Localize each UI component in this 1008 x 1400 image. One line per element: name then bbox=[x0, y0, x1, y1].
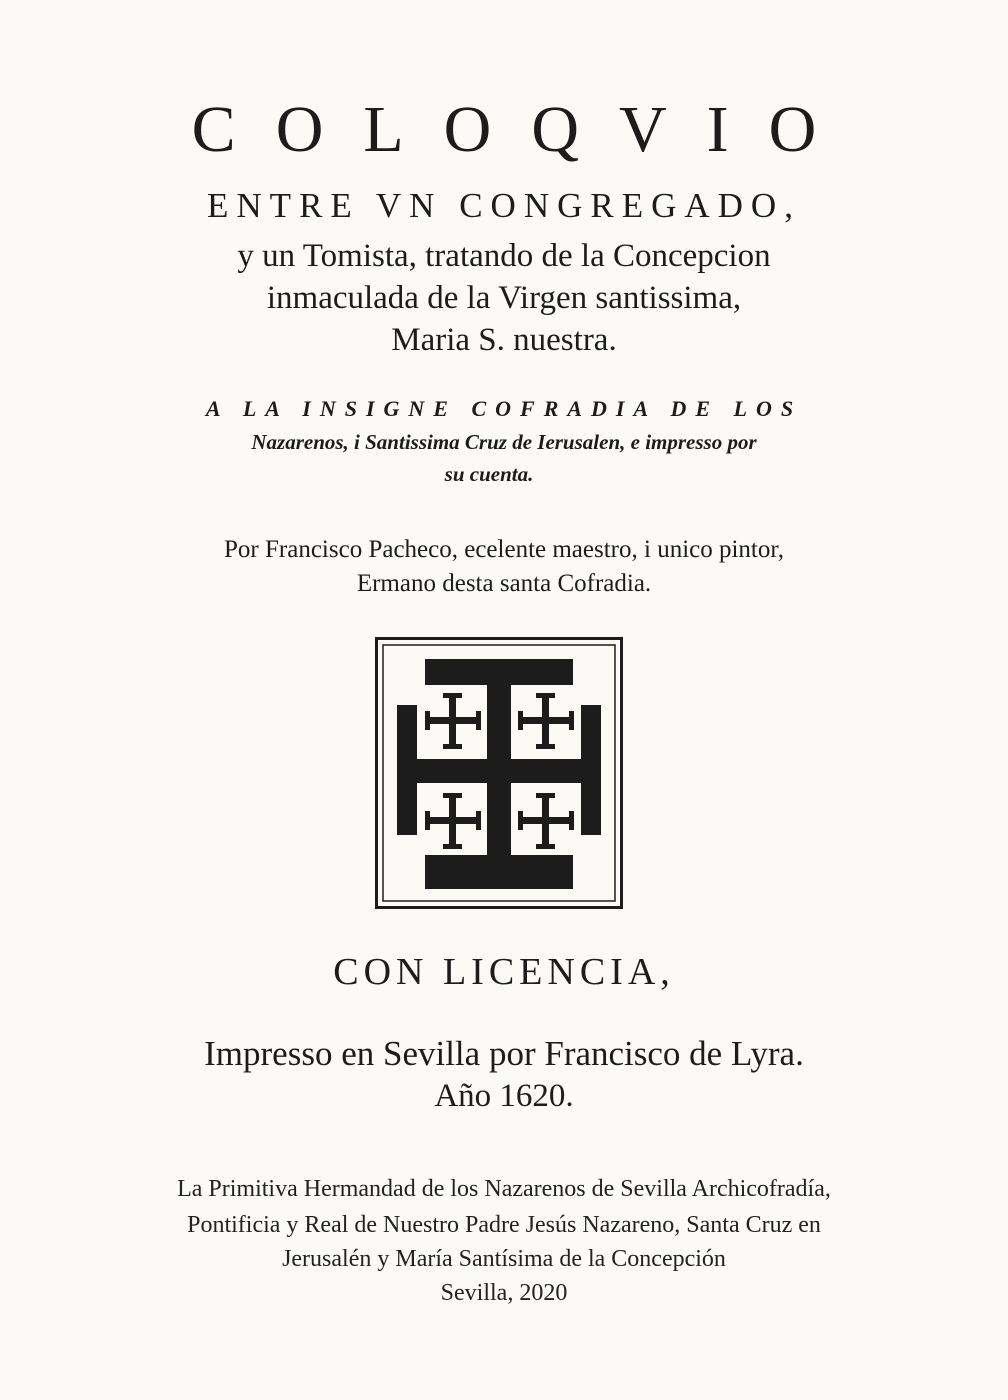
author-line-1: Por Francisco Pacheco, ecelente maestro, i unico pintor, bbox=[224, 536, 784, 563]
subtitle-line-2: y un Tomista, tratando de la Concepcion bbox=[237, 238, 771, 274]
dedication-line-3: su cuenta. bbox=[444, 462, 534, 486]
subtitle-line-3: inmaculada de la Virgen santissima, bbox=[266, 280, 742, 316]
subtitle-line-1: ENTRE VN CONGREGADO, bbox=[207, 186, 801, 225]
author-line-2: Ermano desta santa Cofradia. bbox=[356, 570, 652, 597]
publisher-line-4: Sevilla, 2020 bbox=[440, 1280, 568, 1306]
publisher-line-3: Jerusalén y María Santísima de la Concepción bbox=[282, 1246, 726, 1272]
subtitle-line-4: Maria S. nuestra. bbox=[391, 322, 617, 358]
dedication-line-1: A LA INSIGNE COFRADIA DE LOS bbox=[205, 396, 803, 421]
book-title: COLOQVIO bbox=[191, 93, 857, 166]
imprint-line-2: Año 1620. bbox=[434, 1078, 574, 1114]
publisher-line-1: La Primitiva Hermandad de los Nazarenos de Sevilla Archicofradía, bbox=[177, 1176, 831, 1202]
publisher-line-2: Pontificia y Real de Nuestro Padre Jesús Nazareno, Santa Cruz en bbox=[187, 1212, 821, 1238]
jerusalem-cross-icon bbox=[375, 637, 623, 909]
license-line: CON LICENCIA, bbox=[333, 951, 675, 993]
dedication-line-2: Nazarenos, i Santissima Cruz de Ierusalen, e impresso por bbox=[251, 430, 757, 454]
imprint-line-1: Impresso en Sevilla por Francisco de Lyra. bbox=[204, 1034, 804, 1073]
